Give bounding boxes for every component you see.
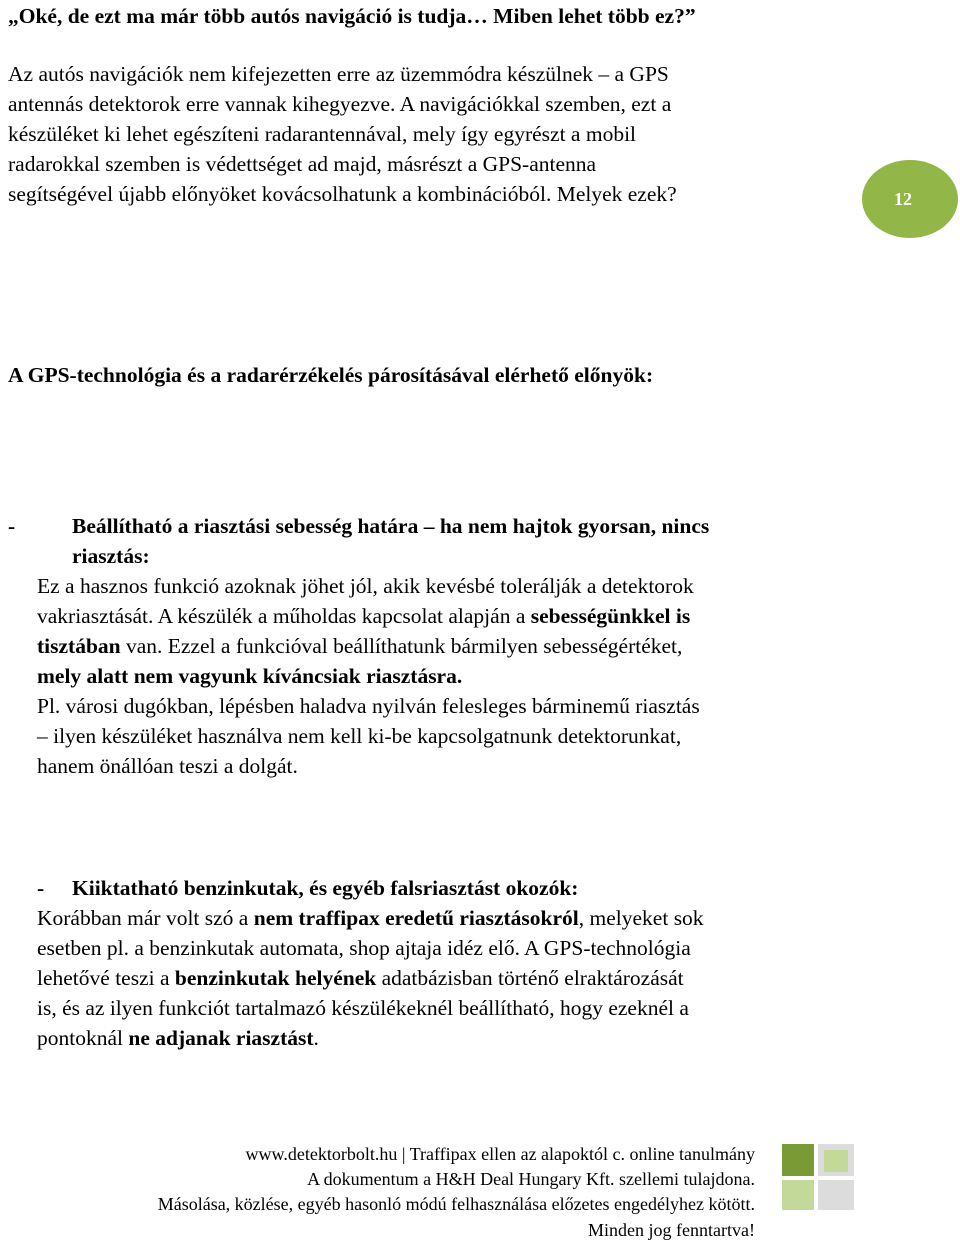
item2-title: Kiiktatható benzinkutak, és egyéb falsriasztást okozók: — [72, 876, 579, 900]
item1-para-line7: hanem önállóan teszi a dolgát. — [37, 754, 298, 778]
footer-line-2: A dokumentum a H&H Deal Hungary Kft. szellemi tulajdona. — [307, 1169, 755, 1189]
item2-para-line2: esetben pl. a benzinkutak automata, shop ajtaja idéz elő. A GPS-technológia — [37, 936, 691, 960]
item1-para-line1: Ez a hasznos funkció azoknak jöhet jól, akik kevésbé tolerálják a detektorok — [37, 574, 694, 598]
item2-para-line5: pontoknál ne adjanak riasztást. — [37, 1026, 319, 1050]
item1-para-line3: tisztában van. Ezzel a funkcióval beállíthatunk bármilyen sebességértéket, — [37, 634, 683, 658]
footer-line-3: Másolása, közlése, egyéb hasonló módú felhasználása előzetes engedélyhez kötött. — [157, 1194, 755, 1214]
intro-line-2: antennás detektorok erre vannak kihegyezve. A navigációkkal szemben, ezt a — [8, 92, 672, 116]
intro-line-5: segítségével újabb előnyöket kovácsolhatunk a kombinációból. Melyek ezek? — [8, 182, 677, 206]
page-number-badge — [862, 160, 958, 238]
intro-line-4: radarokkal szemben is védettséget ad majd, másrészt a GPS-antenna — [8, 152, 597, 176]
item1-para-line4: mely alatt nem vagyunk kíváncsiak riasztásra. — [37, 664, 463, 688]
section-title: A GPS-technológia és a radarérzékelés párosításával elérhető előnyök: — [8, 363, 654, 387]
item2-para-line4: is, és az ilyen funkciót tartalmazó készülékeknél beállítható, hogy ezeknél a — [37, 996, 689, 1020]
logo-square-light — [824, 1150, 848, 1172]
item2-para-line3: lehetővé teszi a benzinkutak helyének adatbázisban történő elraktározását — [37, 966, 684, 990]
intro-line-1: Az autós navigációk nem kifejezetten erre az üzemmódra készülnek – a GPS — [8, 62, 669, 86]
logo-square-dark — [782, 1144, 814, 1176]
item1-para-line2: vakriasztását. A készülék a műholdas kapcsolat alapján a sebességünkkel is — [37, 604, 691, 628]
item1-dash: - — [8, 514, 16, 538]
intro-line-3: készüléket ki lehet egészíteni radarantennával, mely így egyrészt a mobil — [8, 122, 637, 146]
item1-title-line2: riasztás: — [72, 544, 150, 568]
item1-title-line1: Beállítható a riasztási sebesség határa – ha nem hajtok gyorsan, nincs — [72, 514, 710, 538]
logo-square-light-bottom — [782, 1180, 814, 1210]
logo-square-gray-bottom — [818, 1180, 854, 1210]
footer-line-4: Minden jog fenntartva! — [588, 1220, 755, 1240]
item2-para-line1: Korábban már volt szó a nem traffipax eredetű riasztásokról, melyeket sok — [37, 906, 704, 930]
footer-line-1: www.detektorbolt.hu | Traffipax ellen az alapoktól c. online tanulmány — [245, 1144, 755, 1164]
item2-dash: - — [37, 876, 45, 900]
item1-para-line6: – ilyen készüléket használva nem kell ki-be kapcsolgatnunk detektorunkat, — [37, 724, 682, 748]
heading-question: „Oké, de ezt ma már több autós navigáció is tudja… Miben lehet több ez?” — [8, 4, 696, 28]
item1-para-line5: Pl. városi dugókban, lépésben haladva nyilván felesleges bárminemű riasztás — [37, 694, 700, 718]
page-number: 12 — [894, 188, 912, 209]
